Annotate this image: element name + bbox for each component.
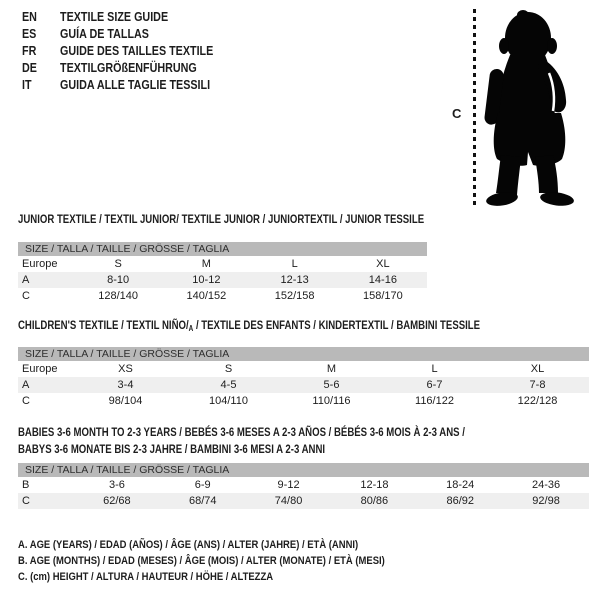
table-row-height: [18, 288, 427, 304]
size-cell: L: [291, 258, 298, 270]
footnote-age-years: A. AGE (YEARS) / EDAD (AÑOS) / ÂGE (ANS) / ALTER (JAHRE) / ETÀ (ANNI): [18, 539, 359, 551]
row-label: Europe: [22, 258, 58, 270]
lang-row-it: [22, 77, 238, 94]
table-row-height: [18, 493, 589, 509]
table-row-months: [18, 477, 589, 493]
lang-label: GUIDE DES TAILLES TEXTILE: [60, 44, 214, 58]
size-cell: XS: [118, 363, 133, 375]
junior-table-title: JUNIOR TEXTILE / TEXTIL JUNIOR/ TEXTILE JUNIOR / JUNIORTEXTIL / JUNIOR TESSILE: [18, 212, 425, 226]
size-cell: XL: [376, 258, 390, 270]
height-cell: 122/128: [517, 395, 558, 407]
height-marker-label: C: [452, 106, 462, 121]
size-cell: S: [114, 258, 122, 270]
footnote-age-months: B. AGE (MONTHS) / EDAD (MESES) / ÂGE (MOIS) / ALTER (MONATE) / ETÀ (MESI): [18, 555, 385, 567]
table-row-europe: [18, 256, 427, 272]
height-cell: 104/110: [209, 395, 248, 407]
months-cell: 6-9: [194, 479, 211, 491]
junior-size-table: [18, 242, 427, 304]
height-cell: 86/92: [446, 495, 474, 507]
row-label: A: [22, 274, 30, 286]
toddler-silhouette-icon: [479, 7, 593, 210]
age-cell: 10-12: [192, 274, 221, 286]
size-cell: M: [326, 363, 337, 375]
lang-label: GUIDA ALLE TAGLIE TESSILI: [60, 78, 211, 92]
table-row-height: [18, 393, 589, 409]
lang-code: DE: [22, 61, 37, 75]
age-cell: 5-6: [323, 379, 340, 391]
lang-code: EN: [22, 10, 37, 24]
height-cell: 158/170: [362, 290, 403, 302]
height-cell: 152/158: [274, 290, 315, 302]
size-header-bar: SIZE / TALLA / TAILLE / GRÖSSE / TAGLIA: [18, 242, 427, 256]
lang-row-en: [22, 9, 238, 26]
footnote-height: C. (cm) HEIGHT / ALTURA / HAUTEUR / HÖHE / ALTEZZA: [18, 571, 274, 583]
subscript-a: A: [188, 324, 194, 333]
row-label: C: [22, 395, 30, 407]
age-cell: 4-5: [220, 379, 237, 391]
age-cell: 6-7: [426, 379, 443, 391]
babies-table-title: BABIES 3-6 MONTH TO 2-3 YEARS / BEBÉS 3-6 MESES A 2-3 AÑOS / BÉBÉS 3-6 MOIS À 2-3 ANS / BABYS 3-6 MONATE BIS 2-3 JAHRE / BAMBINI 3-6 MESI A 2-3 ANNI: [18, 425, 465, 456]
lang-code: ES: [22, 27, 37, 41]
size-header-bar: SIZE / TALLA / TAILLE / GRÖSSE / TAGLIA: [18, 347, 589, 361]
height-cell: 62/68: [103, 495, 131, 507]
age-cell: 7-8: [529, 379, 546, 391]
age-cell: 14-16: [368, 274, 397, 286]
row-label: C: [22, 495, 30, 507]
months-cell: 12-18: [360, 479, 389, 491]
months-cell: 18-24: [446, 479, 475, 491]
age-cell: 8-10: [107, 274, 130, 286]
lang-label: TEXTILE SIZE GUIDE: [60, 10, 169, 24]
row-label: C: [22, 290, 30, 302]
table-row-age: [18, 377, 589, 393]
lang-code: FR: [22, 44, 37, 58]
size-cell: S: [224, 363, 233, 375]
footnotes: [18, 537, 445, 585]
language-header: [22, 9, 238, 94]
lang-row-es: [22, 26, 238, 43]
height-cell: 128/140: [98, 290, 138, 302]
height-cell: 110/116: [312, 395, 351, 407]
row-label: Europe: [22, 363, 58, 375]
table-row-age: [18, 272, 427, 288]
height-cell: 92/98: [532, 495, 560, 507]
lang-row-de: [22, 60, 238, 77]
height-dashed-line: [473, 9, 476, 207]
row-label: A: [22, 379, 30, 391]
row-label: B: [22, 479, 30, 491]
table-row-europe: [18, 361, 589, 377]
age-cell: 12-13: [280, 274, 309, 286]
height-cell: 140/152: [186, 290, 227, 302]
size-cell: XL: [530, 363, 545, 375]
lang-row-fr: [22, 43, 238, 60]
children-size-table: [18, 347, 589, 409]
months-cell: 9-12: [277, 479, 300, 491]
lang-label: TEXTILGRÖßENFÜHRUNG: [60, 61, 197, 75]
height-cell: 74/80: [274, 495, 303, 507]
size-header-bar: SIZE / TALLA / TAILLE / GRÖSSE / TAGLIA: [18, 463, 589, 477]
children-table-title: CHILDREN'S TEXTILE / TEXTIL NIÑO/A / TEXTILE DES ENFANTS / KINDERTEXTIL / BAMBINI TESSILE: [18, 318, 481, 333]
height-cell: 98/104: [108, 395, 143, 407]
months-cell: 3-6: [108, 479, 125, 491]
height-cell: 80/86: [360, 495, 389, 507]
babies-size-table: [18, 463, 589, 509]
months-cell: 24-36: [531, 479, 561, 491]
size-cell: M: [201, 258, 211, 270]
height-cell: 68/74: [188, 495, 217, 507]
height-cell: 116/122: [415, 395, 454, 407]
age-cell: 3-4: [117, 379, 134, 391]
lang-label: GUÍA DE TALLAS: [60, 27, 149, 41]
size-cell: L: [431, 363, 438, 375]
lang-code: IT: [22, 78, 32, 92]
